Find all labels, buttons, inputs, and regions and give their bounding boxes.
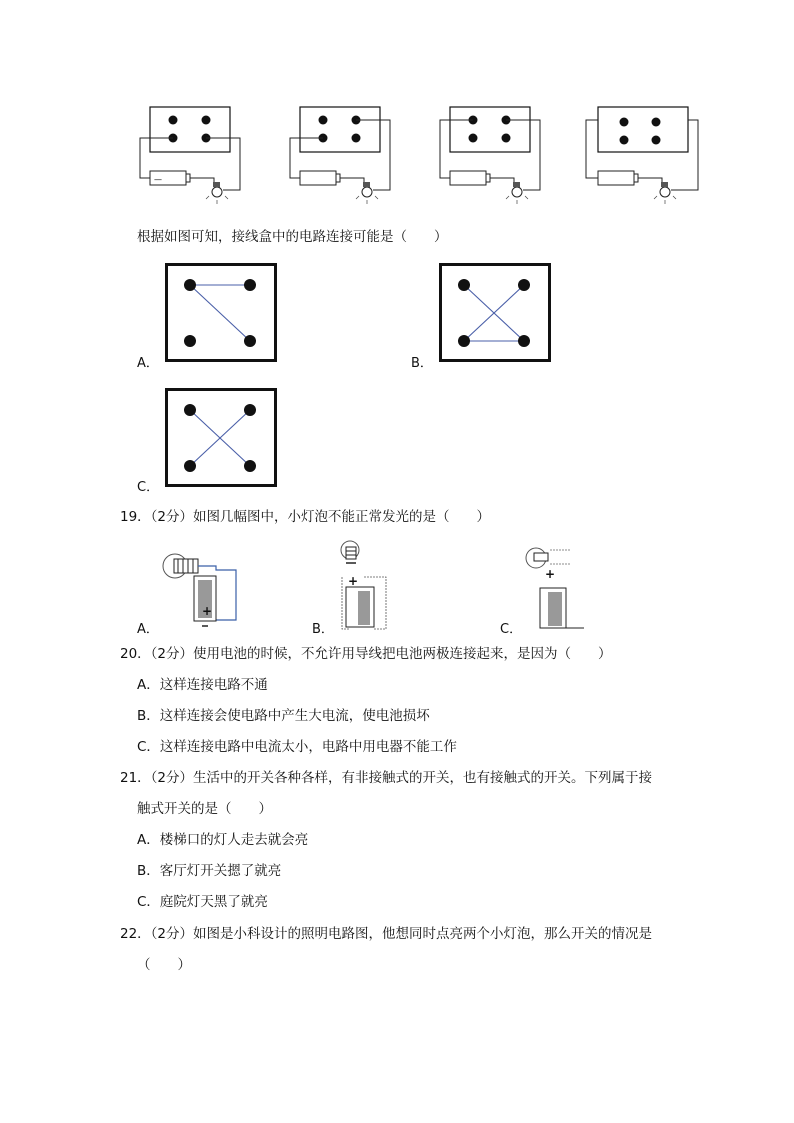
q19-option-a-label: A．: [137, 622, 159, 637]
test-circuit-3: [440, 107, 540, 204]
q21-prompt-line1: 21．（2分）生活中的开关各种各样，有非接触式的开关，也有接触式的开关。下列属于接: [120, 770, 653, 786]
q19-a-plus: +: [202, 604, 213, 618]
q21-option-b: B．客厅灯开关摁了就亮: [137, 863, 282, 879]
q19-option-c-label: C．: [500, 622, 523, 637]
q18-option-c-figure: [165, 388, 277, 492]
q19-option-b-label: B．: [312, 622, 334, 637]
q18-prompt: 根据如图可知，接线盒中的电路连接可能是（ ）: [137, 229, 448, 245]
test-circuit-2: [290, 107, 390, 204]
q20-option-a: A．这样连接电路不通: [137, 677, 268, 693]
q21-option-c: C．庭院灯天黑了就亮: [137, 894, 268, 910]
q18-option-b-label: B．: [411, 356, 433, 371]
svg-text:—: —: [154, 175, 162, 184]
q18-option-a-figure: [165, 263, 277, 367]
q22-prompt-line2: （ ）: [137, 957, 191, 973]
q20-option-b: B．这样连接会使电路中产生大电流，使电池损坏: [137, 708, 430, 724]
q20-prompt: 20．（2分）使用电池的时候，不允许用导线把电池两极连接起来，是因为（ ）: [120, 646, 612, 662]
q18-option-c-label: C．: [137, 480, 160, 495]
q22-prompt-line1: 22．（2分）如图是小科设计的照明电路图，他想同时点亮两个小灯泡，那么开关的情况是: [120, 926, 653, 942]
q19-option-b-figure: [334, 537, 404, 636]
q18-option-b-figure: [439, 263, 551, 367]
q19-option-c-figure: [520, 540, 590, 636]
q19-option-a-figure: [158, 548, 243, 632]
q19-b-plus: +: [348, 574, 359, 588]
q21-option-a: A．楼梯口的灯人走去就会亮: [137, 832, 309, 848]
q19-c-plus: +: [545, 567, 556, 581]
test-circuit-1: [140, 107, 240, 204]
test-circuit-figures: [130, 100, 710, 215]
q21-prompt-line2: 触式开关的是（ ）: [137, 801, 272, 817]
q19-prompt: 19．（2分）如图几幅图中，小灯泡不能正常发光的是（ ）: [120, 509, 491, 525]
q18-option-a-label: A．: [137, 356, 159, 371]
q20-option-c: C．这样连接电路中电流太小，电路中用电器不能工作: [137, 739, 457, 755]
test-circuit-row: [130, 100, 710, 215]
test-circuit-4: [586, 107, 698, 204]
